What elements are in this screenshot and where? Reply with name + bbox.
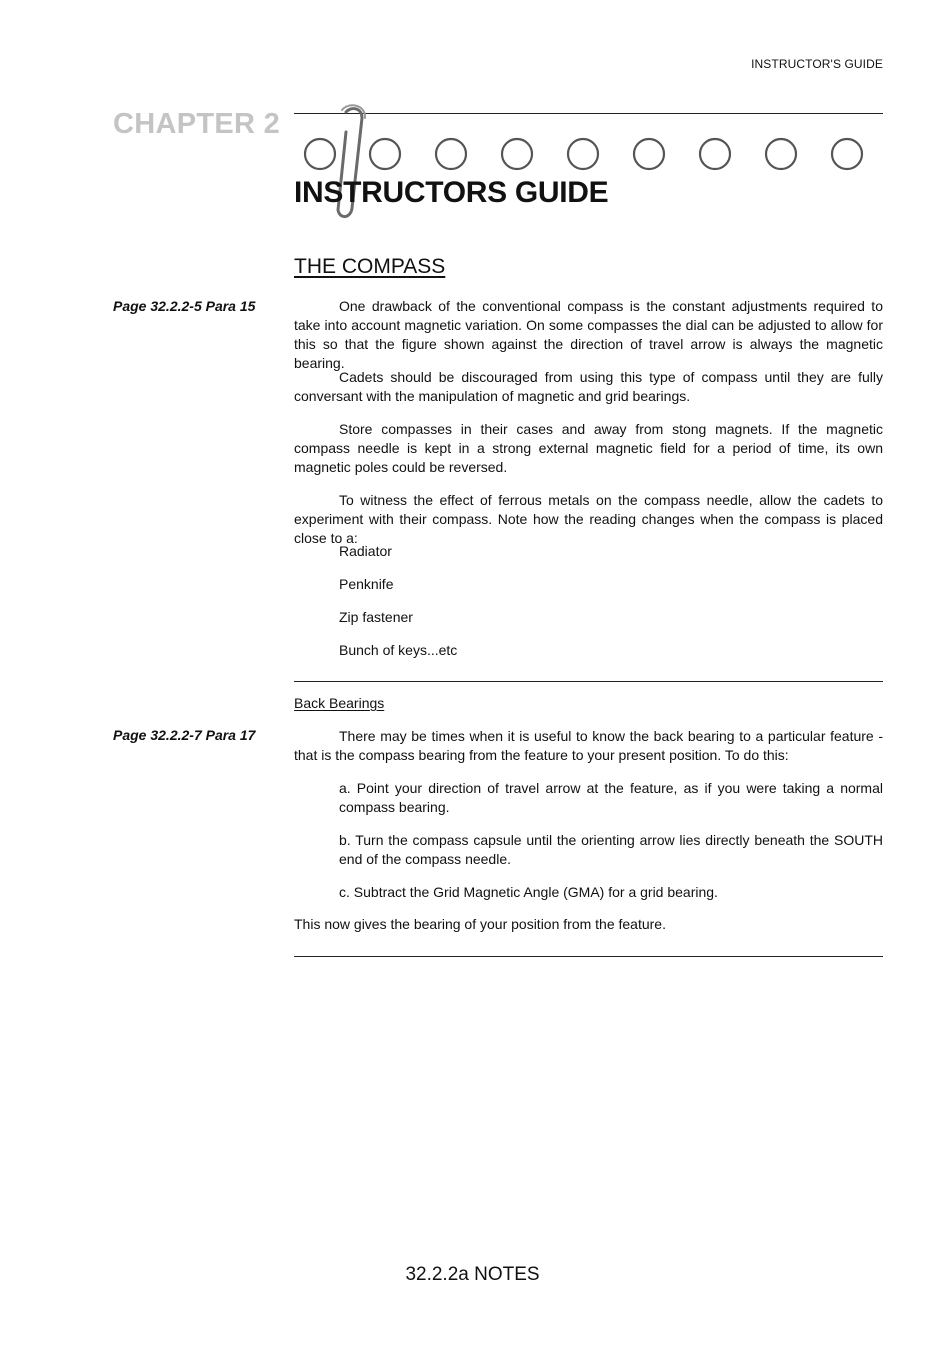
binder-ring (436, 139, 466, 169)
binder-rings-graphic (294, 100, 894, 230)
page-reference: Page 32.2.2-7 Para 17 (113, 727, 256, 743)
binder-ring (502, 139, 532, 169)
section-divider (294, 956, 883, 957)
page-footer: 32.2.2a NOTES (405, 1264, 540, 1285)
binder-ring (634, 139, 664, 169)
binder-rings (305, 139, 862, 169)
step-item: b. Turn the compass capsule until the orienting arrow lies directly beneath the SOUTH end of the compass needle. (339, 832, 883, 867)
list-item: Radiator (339, 543, 392, 559)
list-item: Zip fastener (339, 609, 413, 625)
binder-ring (832, 139, 862, 169)
chapter-label: CHAPTER 2 (113, 108, 281, 140)
binder-ring (370, 139, 400, 169)
body-paragraph: There may be times when it is useful to know the back bearing to a particular feature - that is the compass bearing from the feature to your present position. To do this: (294, 728, 883, 763)
binder-ring (305, 139, 335, 169)
body-paragraph: To witness the effect of ferrous metals on the compass needle, allow the cadets to experiment with their compass. Note how the reading changes when the compass is placed close to a: (294, 492, 883, 546)
body-paragraph: Store compasses in their cases and away from stong magnets. If the magnetic compass needle is kept in a strong external magnetic field for a period of time, its own magnetic poles could be reversed. (294, 421, 883, 475)
section-divider (294, 681, 883, 682)
binder-ring (568, 139, 598, 169)
list-item: Bunch of keys...etc (339, 642, 458, 658)
guide-title: INSTRUCTORS GUIDE (294, 176, 609, 209)
list-item: Penknife (339, 576, 394, 592)
body-paragraph: Cadets should be discouraged from using this type of compass until they are fully conversant with the manipulation of magnetic and grid bearings. (294, 369, 883, 404)
closing-paragraph: This now gives the bearing of your position from the feature. (294, 916, 666, 932)
binder-ring (766, 139, 796, 169)
subsection-heading: Back Bearings (294, 695, 385, 711)
section-heading: THE COMPASS (294, 255, 446, 278)
binder-ring (700, 139, 730, 169)
page-reference: Page 32.2.2-5 Para 15 (113, 298, 256, 314)
body-paragraph: One drawback of the conventional compass is the constant adjustments required to take into account magnetic variation. On some compasses the dial can be adjusted to allow for this so that the figure shown against the direction of travel arrow is always the magnetic bearing. (294, 298, 883, 371)
step-item: a. Point your direction of travel arrow at the feature, as if you were taking a normal compass bearing. (339, 780, 883, 815)
step-item: c. Subtract the Grid Magnetic Angle (GMA) for a grid bearing. (339, 884, 718, 900)
running-header: INSTRUCTOR'S GUIDE (751, 57, 883, 71)
